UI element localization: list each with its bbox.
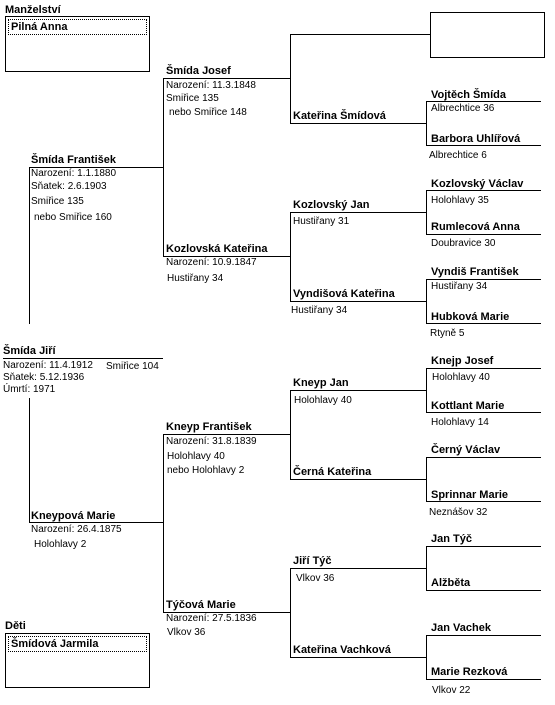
mother-place: Holohlavy 2 [34, 539, 87, 550]
mm-place: Vlkov 36 [167, 627, 206, 638]
g4-name-8[interactable]: Černý Václav [431, 444, 501, 456]
g3-line-3 [290, 390, 427, 391]
g4-place-0: Albrechtice 36 [431, 103, 495, 114]
root-death: Úmrtí: 1971 [3, 384, 56, 395]
g3-name-1[interactable]: Kozlovský Jan [293, 199, 370, 211]
g3-line-5 [290, 568, 427, 569]
g4-line-2 [426, 190, 541, 191]
g3-name-3[interactable]: Kneyp Jan [293, 377, 349, 389]
father-name[interactable]: Šmída František [31, 154, 116, 166]
ff-line [163, 78, 291, 79]
g4-line-5 [426, 323, 541, 324]
ff-birth: Narození: 11.3.1848 [166, 80, 256, 91]
g4-name-9[interactable]: Sprinnar Marie [431, 489, 509, 501]
g3-place-1: Hustiřany 31 [293, 216, 350, 227]
father-marriage: Sňatek: 2.6.1903 [31, 181, 107, 192]
g3-connector-1 [426, 190, 427, 234]
g4-place-6: Holohlavy 40 [432, 372, 490, 383]
g3-line-1 [290, 212, 427, 213]
mf-place-alt: nebo Holohlavy 2 [167, 465, 245, 476]
father-parents-connector [163, 78, 164, 256]
mother-line [29, 522, 164, 523]
father-place-alt: nebo Smiřice 160 [34, 212, 112, 223]
g3-line-4 [290, 479, 427, 480]
g3-line-6 [290, 657, 427, 658]
spouse-name: Pilná Anna [8, 19, 147, 35]
child-box[interactable] [5, 633, 150, 688]
g4-name-7[interactable]: Kottlant Marie [431, 400, 505, 412]
ff-parents-connector [290, 34, 291, 123]
g3-name-0[interactable]: Kateřina Šmídová [293, 110, 386, 122]
g4-name-6[interactable]: Knejp Josef [431, 355, 494, 367]
g4-line-10 [426, 546, 541, 547]
g4-name-4[interactable]: Vyndiš František [431, 266, 519, 278]
g4-name-13[interactable]: Marie Rezková [431, 666, 508, 678]
g4-name-5[interactable]: Hubková Marie [431, 311, 510, 323]
mf-line [163, 434, 291, 435]
mf-parents-connector [290, 390, 291, 479]
g4-name-12[interactable]: Jan Vachek [431, 622, 491, 634]
mf-place: Holohlavy 40 [167, 451, 225, 462]
g3-connector-4 [426, 457, 427, 501]
g3-connector-3 [426, 368, 427, 412]
fff-line [290, 34, 430, 35]
root-line [3, 358, 163, 359]
g4-line-13 [426, 679, 541, 680]
mother-parents-connector [163, 434, 164, 612]
g3-connector-5 [426, 546, 427, 590]
g3-line-2 [290, 301, 427, 302]
fm-parents-connector [290, 212, 291, 301]
fm-place: Hustiřany 34 [167, 273, 224, 284]
g4-line-4 [426, 279, 541, 280]
mf-birth: Narození: 31.8.1839 [166, 436, 257, 447]
g3-line-0 [290, 123, 427, 124]
g4-line-8 [426, 457, 541, 458]
ff-place-alt: nebo Smiřice 148 [169, 107, 247, 118]
g3-connector-2 [426, 279, 427, 323]
child-name: Šmídová Jarmila [8, 636, 147, 652]
ff-name[interactable]: Šmída Josef [166, 65, 231, 77]
g4-line-7 [426, 412, 541, 413]
g4-name-2[interactable]: Kozlovský Václav [431, 178, 524, 190]
g4-name-0[interactable]: Vojtěch Šmída [431, 89, 506, 101]
g3-place-5: Vlkov 36 [296, 573, 335, 584]
g4-line-3 [426, 234, 541, 235]
g4-place-3: Doubravice 30 [431, 238, 496, 249]
children-label: Děti [5, 620, 26, 632]
fm-birth: Narození: 10.9.1847 [166, 257, 257, 268]
g4-line-11 [426, 590, 541, 591]
root-birth-place: Smiřice 104 [106, 361, 159, 372]
root-marriage: Sňatek: 5.12.1936 [3, 372, 85, 383]
g4-place-13: Vlkov 22 [432, 685, 471, 696]
g4-line-0 [426, 101, 541, 102]
father-birth: Narození: 1.1.1880 [31, 168, 117, 179]
g4-line-6 [426, 368, 541, 369]
fm-name[interactable]: Kozlovská Kateřina [166, 243, 268, 255]
g4-name-10[interactable]: Jan Týč [431, 533, 472, 545]
g4-name-1[interactable]: Barbora Uhlířová [431, 133, 521, 145]
g3-name-4[interactable]: Černá Kateřina [293, 466, 372, 478]
root-mother-connector [29, 398, 30, 522]
g3-name-6[interactable]: Kateřina Vachková [293, 644, 391, 656]
g4-line-12 [426, 635, 541, 636]
mm-name[interactable]: Týčová Marie [166, 599, 236, 611]
g3-place-2: Hustiřany 34 [291, 305, 348, 316]
g4-place-9: Neznášov 32 [429, 507, 488, 518]
mother-birth: Narození: 26.4.1875 [31, 524, 122, 535]
g3-place-3: Holohlavy 40 [294, 395, 352, 406]
g3-connector-0 [426, 102, 427, 145]
g3-name-2[interactable]: Vyndišová Kateřina [293, 288, 395, 300]
mf-name[interactable]: Kneyp František [166, 421, 252, 433]
root-father-connector [29, 167, 30, 324]
marriage-label: Manželství [5, 4, 61, 16]
g4-line-1 [426, 145, 541, 146]
g4-place-7: Holohlavy 14 [431, 417, 489, 428]
g4-place-4: Hustiřany 34 [431, 281, 488, 292]
ff-place: Smiřice 135 [166, 93, 219, 104]
father-place: Smiřice 135 [31, 196, 84, 207]
spouse-box[interactable] [5, 16, 150, 72]
mother-name[interactable]: Kneypová Marie [31, 510, 116, 522]
g4-name-3[interactable]: Rumlecová Anna [431, 221, 520, 233]
g4-line-9 [426, 501, 541, 502]
root-name[interactable]: Šmída Jiří [3, 345, 56, 357]
mm-parents-connector [290, 568, 291, 657]
g3-name-5[interactable]: Jiří Týč [293, 555, 332, 567]
empty-ancestor-box [430, 12, 545, 58]
g4-place-2: Holohlavy 35 [431, 195, 489, 206]
root-birth: Narození: 11.4.1912 [3, 360, 93, 371]
g4-place-1: Albrechtice 6 [429, 150, 487, 161]
g4-name-11[interactable]: Alžběta [431, 577, 471, 589]
g4-place-5: Rtyně 5 [430, 328, 465, 339]
mm-birth: Narození: 27.5.1836 [166, 613, 257, 624]
g3-connector-6 [426, 635, 427, 679]
